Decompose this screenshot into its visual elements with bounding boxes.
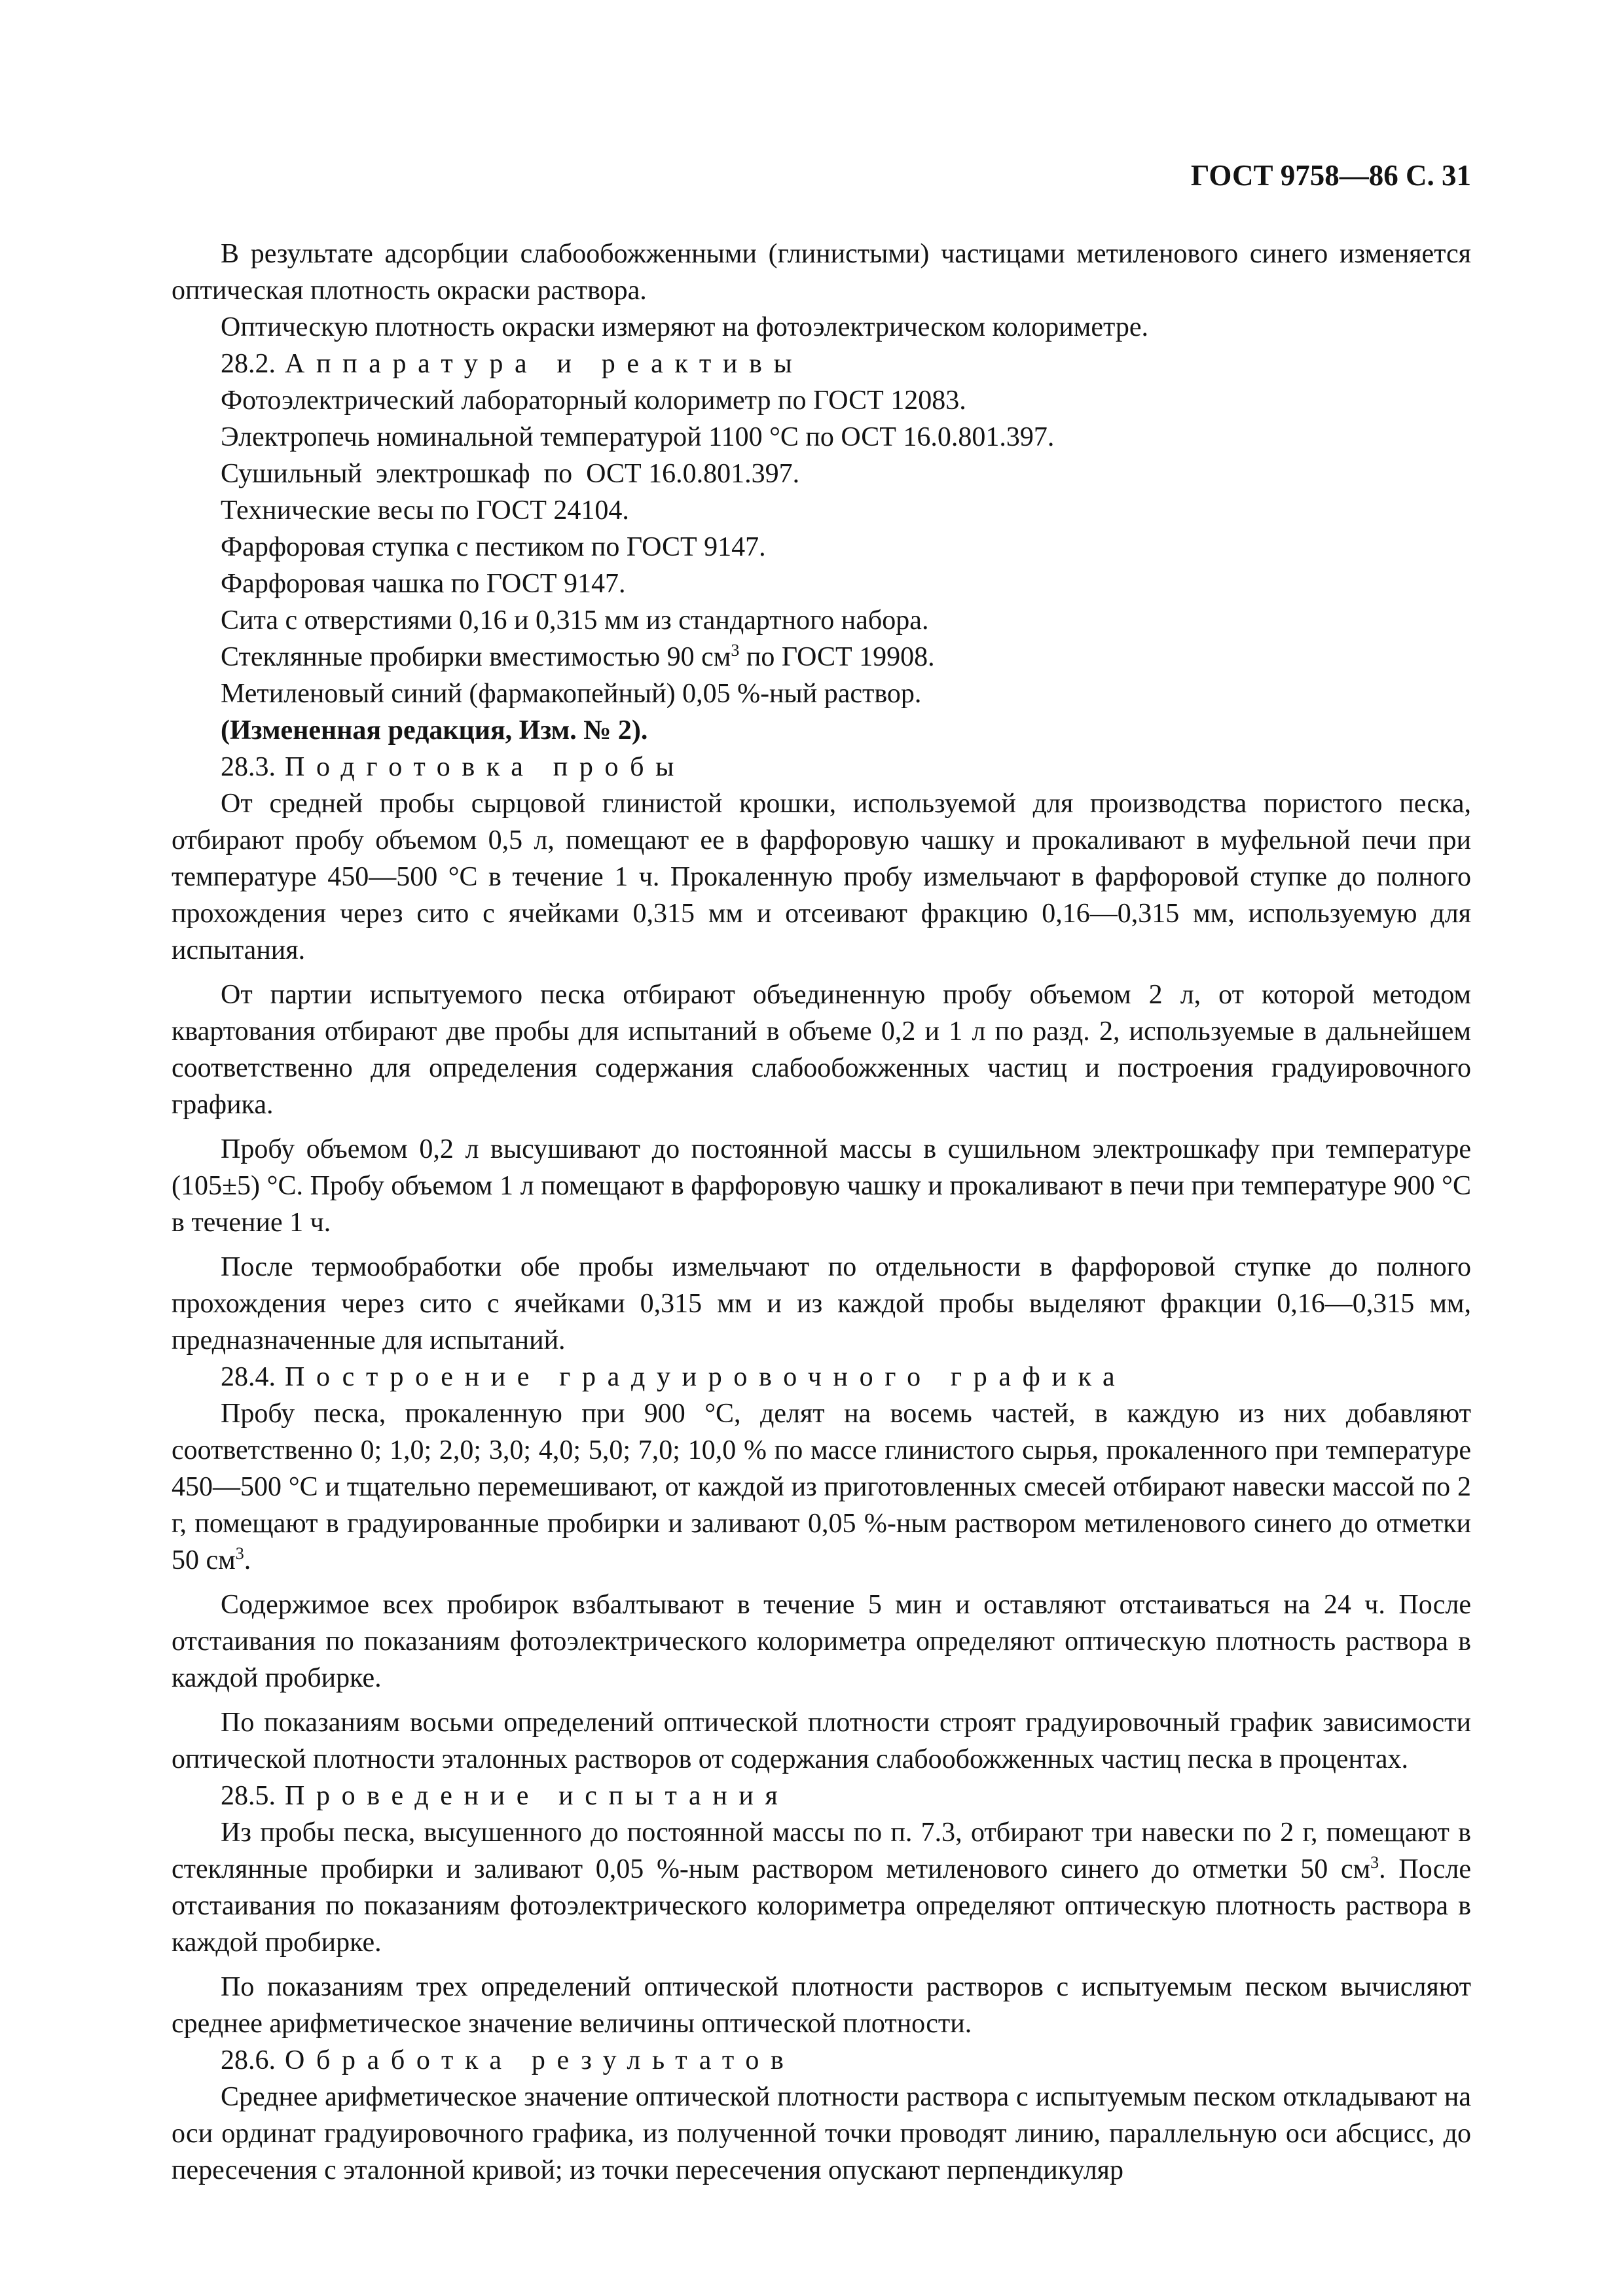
paragraph: От средней пробы сырцовой глинистой крошки, используемой для производства пористого песка, отбирают пробу объемом 0,5 л, помещают ее в фарфоровую чашку и прокаливают в муфельной печи при температуре 450—500 °С в течение 1 ч. Прокаленную пробу измельчают в фарфоровой ступке до полного прохождения через сито с ячейками 0,315 мм и отсеивают фракцию 0,16—0,315 мм, используемую для испытания. <box>172 789 1471 965</box>
text-fragment: по ГОСТ 19908. <box>739 642 935 672</box>
equipment-item: Метиленовый синий (фармакопейный) 0,05 %-ный раствор. <box>221 679 922 709</box>
intro-paragraph: Оптическую плотность окраски измеряют на фотоэлектрическом колориметре. <box>221 312 1148 342</box>
section-heading-28-4 <box>172 1359 1471 1395</box>
section-title: Проведение испытания <box>285 1781 790 1811</box>
section-number: 28.2. <box>221 349 276 379</box>
intro-paragraph: В результате адсорбции слабообожженными (глинистыми) частицами метиленового синего изменяется оптическая плотность окраски раствора. <box>172 239 1471 306</box>
text-fragment: . После отстаивания по показаниям фотоэлектрического колориметра определяют оптическую плотность раствора в каждой пробирке. <box>172 1854 1471 1958</box>
equipment-item: Технические весы по ГОСТ 24104. <box>221 495 629 526</box>
paragraph: Пробу объемом 0,2 л высушивают до постоянной массы в сушильном электрошкафу при температуре (105±5) °С. Пробу объемом 1 л помещают в фарфоровую чашку и прокаливают в печи при температуре 900 °С в течение 1 ч. <box>172 1134 1471 1238</box>
paragraph: По показаниям трех определений оптической плотности растворов с испытуемым песком вычисляют среднее арифметическое значение величины оптической плотности. <box>172 1972 1471 2039</box>
equipment-item: Сита с отверстиями 0,16 и 0,315 мм из стандартного набора. <box>221 605 929 636</box>
section-title: Подготовка пробы <box>285 752 685 782</box>
section-heading-28-3 <box>172 749 1471 785</box>
paragraph: По показаниям восьми определений оптической плотности строят градуировочный график зависимости оптической плотности эталонных растворов от содержания слабообожженных частиц песка в процентах. <box>172 1708 1471 1774</box>
superscript: 3 <box>235 1544 244 1563</box>
equipment-item: Фарфоровая чашка по ГОСТ 9147. <box>221 569 626 599</box>
paragraph <box>172 1395 1471 1579</box>
section-number: 28.5. <box>221 1781 276 1811</box>
section-heading-28-2 <box>172 346 1471 382</box>
section-heading-28-5 <box>172 1778 1471 1814</box>
text-fragment: Пробу песка, прокаленную при 900 °С, делят на восемь частей, в каждую из них добавляют соответственно 0; 1,0; 2,0; 3,0; 4,0; 5,0; 7,0; 10,0 % по массе глинистого сырья, прокаленного при температуре 450—500 °С и тщательно перемешивают, от каждой из приготовленных смесей отбирают навески массой по 2 г, помещают в градуированные пробирки и заливают 0,05 %-ным раствором метиленового синего до отметки 50 см <box>172 1399 1471 1575</box>
page-header: ГОСТ 9758—86 С. 31 <box>1190 159 1471 192</box>
paragraph: Среднее арифметическое значение оптической плотности раствора с испытуемым песком откладывают на оси ординат градуировочного графика, из полученной точки проводят линию, параллельную оси абсцисс, до пересечения с эталонной кривой; из точки пересечения опускают перпендикуляр <box>172 2082 1471 2185</box>
text-fragment: Из пробы песка, высушенного до постоянной массы по п. 7.3, отбирают три навески по 2 г, помещают в стеклянные пробирки и заливают 0,05 %-ным раствором метиленового синего до отметки 50 см <box>172 1818 1471 1884</box>
section-title: Построение градуировочного графика <box>285 1362 1127 1392</box>
text-fragment: Стеклянные пробирки вместимостью 90 см <box>221 642 731 672</box>
equipment-item: Электропечь номинальной температурой 1100 °С по ОСТ 16.0.801.397. <box>221 422 1055 452</box>
paragraph <box>172 1814 1471 1961</box>
equipment-item: Сушильный электрошкаф по ОСТ 16.0.801.397. <box>221 459 800 489</box>
section-heading-28-6 <box>172 2042 1471 2079</box>
section-number: 28.6. <box>221 2045 276 2075</box>
paragraph: После термообработки обе пробы измельчают по отдельности в фарфоровой ступке до полного прохождения через сито с ячейками 0,315 мм и из каждой пробы выделяют фракции 0,16—0,315 мм, предназначенные для испытаний. <box>172 1252 1471 1355</box>
paragraph: Содержимое всех пробирок взбалтывают в течение 5 мин и оставляют отстаиваться на 24 ч. После отстаивания по показаниям фотоэлектрического колориметра определяют оптическую плотность раствора в каждой пробирке. <box>172 1590 1471 1693</box>
paragraph: От партии испытуемого песка отбирают объединенную пробу объемом 2 л, от которой методом квартования отбирают две пробы для испытаний в объеме 0,2 и 1 л по разд. 2, используемые в дальнейшем соответственно для определения содержания слабообожженных частиц и построения градуировочного графика. <box>172 980 1471 1120</box>
text-fragment: . <box>244 1545 251 1575</box>
section-title: Обработка результатов <box>285 2045 795 2075</box>
section-title: Аппаратура и реактивы <box>285 349 804 379</box>
equipment-item: Фотоэлектрический лабораторный колориметр по ГОСТ 12083. <box>221 386 966 416</box>
equipment-item <box>172 639 1471 675</box>
equipment-item: Фарфоровая ступка с пестиком по ГОСТ 9147. <box>221 532 766 562</box>
section-number: 28.3. <box>221 752 276 782</box>
section-number: 28.4. <box>221 1362 276 1392</box>
superscript: 3 <box>731 641 740 660</box>
amendment-note: (Измененная редакция, Изм. № 2). <box>221 715 648 745</box>
document-body <box>172 236 1471 2189</box>
superscript: 3 <box>1370 1853 1379 1872</box>
